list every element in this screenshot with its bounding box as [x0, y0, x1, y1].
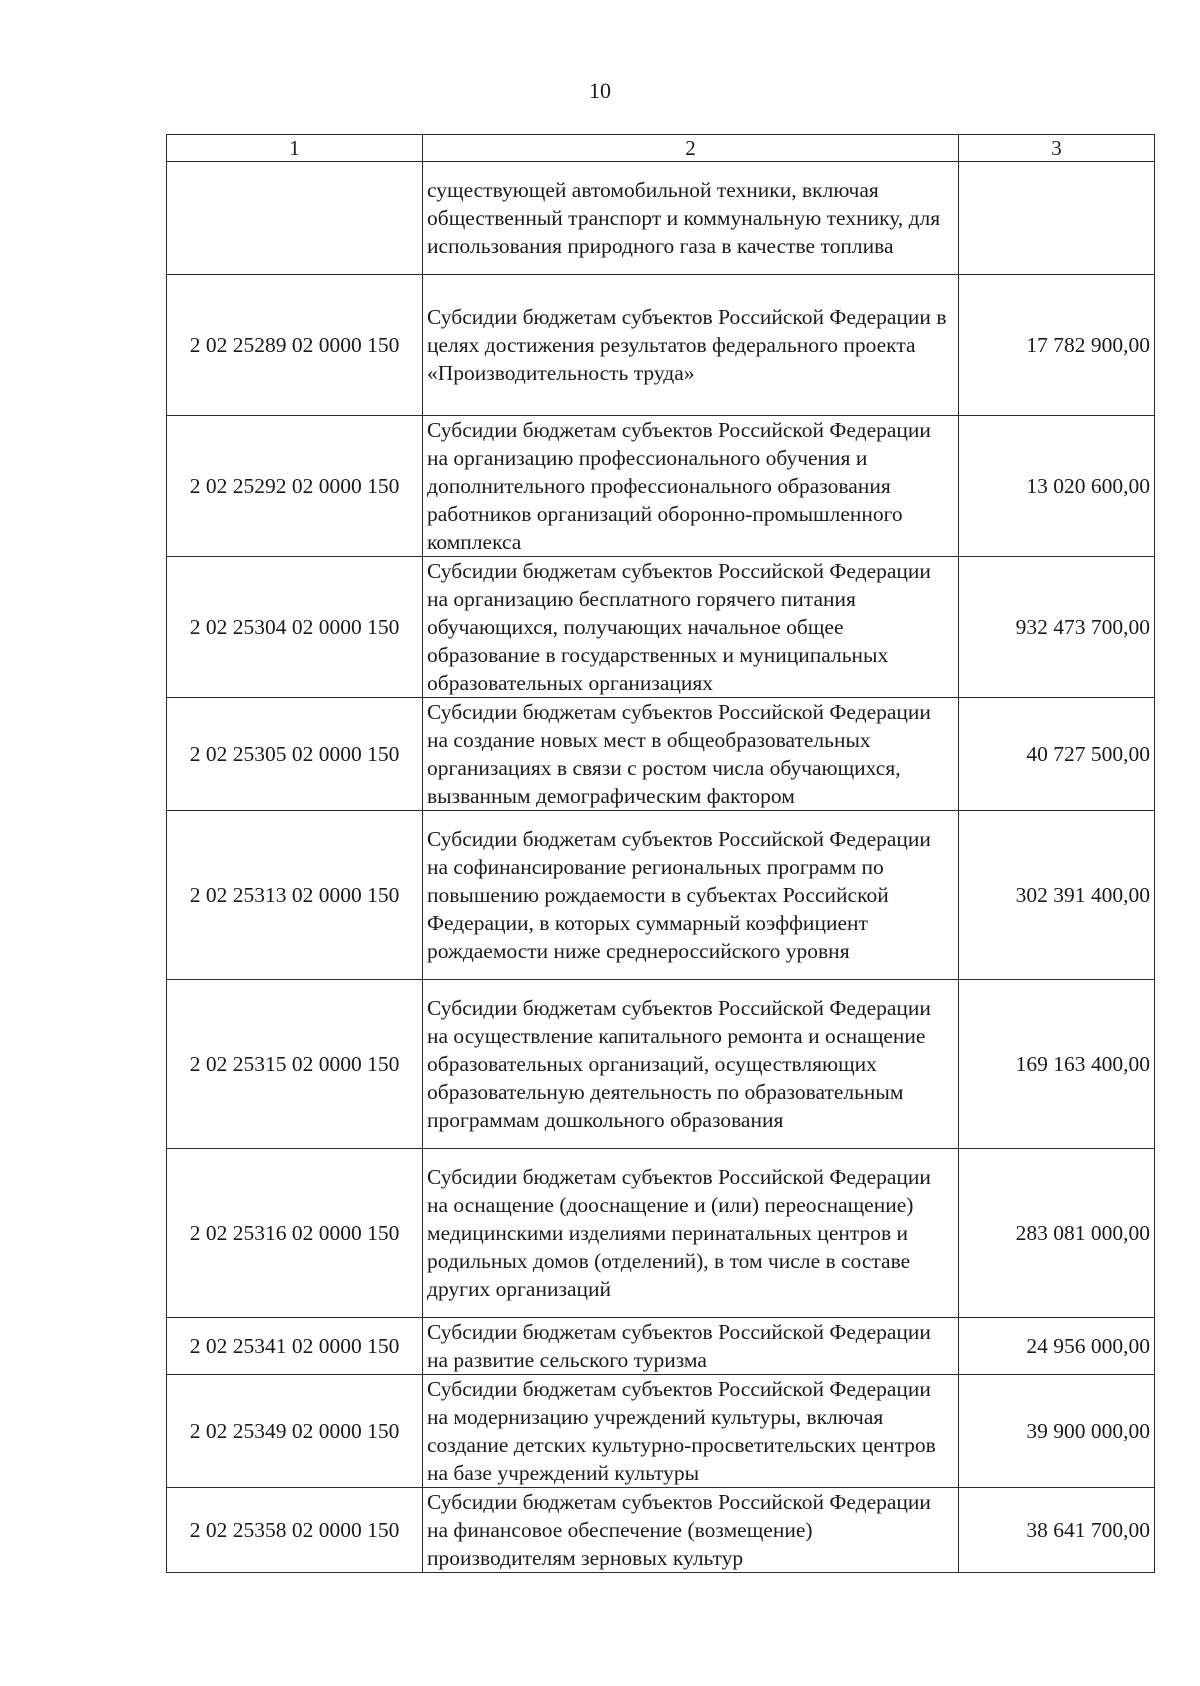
table-row	[167, 1318, 1155, 1375]
table-row	[167, 1149, 1155, 1318]
row-code: 2 02 25341 02 0000 150	[167, 1318, 423, 1375]
row-code: 2 02 25313 02 0000 150	[167, 811, 423, 980]
row-description: Субсидии бюджетам субъектов Российской Федерации на софинансирование региональных программ по повышению рождаемости в субъектах Российской Федерации, в которых суммарный коэффициент рождаемости ниже среднероссийского уровня	[423, 811, 959, 980]
page-number: 10	[589, 78, 611, 103]
row-description: Субсидии бюджетам субъектов Российской Федерации на организацию бесплатного горячего питания обучающихся, получающих начальное общее образование в государственных и муниципальных образовательных организациях	[423, 557, 959, 698]
row-description: Субсидии бюджетам субъектов Российской Федерации в целях достижения результатов федерального проекта «Производительность труда»	[423, 275, 959, 416]
table-row	[167, 980, 1155, 1149]
table-row	[167, 1488, 1155, 1573]
row-description: Субсидии бюджетам субъектов Российской Федерации на оснащение (дооснащение и (или) переоснащение) медицинскими изделиями перинатальных центров и родильных домов (отделений), в том числе в составе других организаций	[423, 1149, 959, 1318]
row-amount: 40 727 500,00	[959, 698, 1155, 811]
row-code: 2 02 25316 02 0000 150	[167, 1149, 423, 1318]
row-code: 2 02 25349 02 0000 150	[167, 1375, 423, 1488]
row-code	[167, 162, 423, 275]
row-description: Субсидии бюджетам субъектов Российской Федерации на осуществление капитального ремонта и оснащение образовательных организаций, осуществляющих образовательную деятельность по образовательным программам дошкольного образования	[423, 980, 959, 1149]
row-amount: 13 020 600,00	[959, 416, 1155, 557]
column-header-2: 2	[423, 135, 959, 162]
table-row	[167, 1375, 1155, 1488]
row-description: Субсидии бюджетам субъектов Российской Федерации на модернизацию учреждений культуры, включая создание детских культурно-просветительских центров на базе учреждений культуры	[423, 1375, 959, 1488]
table-row	[167, 811, 1155, 980]
row-amount: 283 081 000,00	[959, 1149, 1155, 1318]
table-header	[167, 135, 1155, 162]
row-amount: 17 782 900,00	[959, 275, 1155, 416]
row-code: 2 02 25358 02 0000 150	[167, 1488, 423, 1573]
row-amount: 38 641 700,00	[959, 1488, 1155, 1573]
row-amount: 39 900 000,00	[959, 1375, 1155, 1488]
row-amount	[959, 162, 1155, 275]
row-code: 2 02 25315 02 0000 150	[167, 980, 423, 1149]
row-code: 2 02 25289 02 0000 150	[167, 275, 423, 416]
row-code: 2 02 25304 02 0000 150	[167, 557, 423, 698]
budget-revenue-table	[166, 134, 1155, 1573]
row-description: Субсидии бюджетам субъектов Российской Федерации на развитие сельского туризма	[423, 1318, 959, 1375]
table-row	[167, 557, 1155, 698]
row-amount: 932 473 700,00	[959, 557, 1155, 698]
row-description: существующей автомобильной техники, включая общественный транспорт и коммунальную технику, для использования природного газа в качестве топлива	[423, 162, 959, 275]
table-row	[167, 698, 1155, 811]
row-description: Субсидии бюджетам субъектов Российской Федерации на организацию профессионального обучения и дополнительного профессионального образования работников организаций оборонно-промышленного комплекса	[423, 416, 959, 557]
row-amount: 24 956 000,00	[959, 1318, 1155, 1375]
row-description: Субсидии бюджетам субъектов Российской Федерации на финансовое обеспечение (возмещение) производителям зерновых культур	[423, 1488, 959, 1573]
table-row	[167, 416, 1155, 557]
row-description: Субсидии бюджетам субъектов Российской Федерации на создание новых мест в общеобразовательных организациях в связи с ростом числа обучающихся, вызванным демографическим фактором	[423, 698, 959, 811]
row-amount: 302 391 400,00	[959, 811, 1155, 980]
row-amount: 169 163 400,00	[959, 980, 1155, 1149]
table-row-continuation	[167, 162, 1155, 275]
row-code: 2 02 25305 02 0000 150	[167, 698, 423, 811]
row-code: 2 02 25292 02 0000 150	[167, 416, 423, 557]
table-row	[167, 275, 1155, 416]
column-header-3: 3	[959, 135, 1155, 162]
column-header-1: 1	[167, 135, 423, 162]
